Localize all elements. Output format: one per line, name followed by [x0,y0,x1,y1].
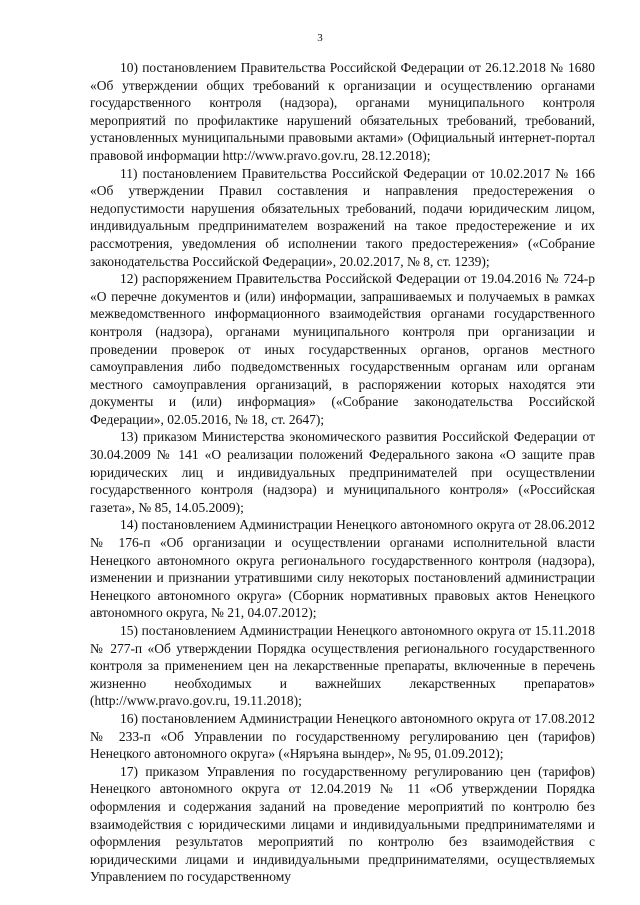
document-body [90,59,595,886]
list-item-15: 15) постановлением Администрации Ненецкого автономного округа от 15.11.2018 № 277-п «Об утверждении Порядка осуществления регионального государственного контроля за применением цен на лекарственные препараты, включенные в перечень жизненно необходимых и важнейших лекарственных препаратов» (http://www.pravo.gov.ru, 19.11.2018); [90,623,595,709]
list-item-11: 11) постановлением Правительства Российской Федерации от 10.02.2017 № 166 «Об утверждении Правил составления и направления предостережения о недопустимости нарушения обязательных требований, подачи юридическим лицом, индивидуальным предпринимателем возражений на такое предостережение и их рассмотрения, уведомления об исполнении такого предостережения» («Собрание законодательства Российской Федерации», 20.02.2017, № 8, ст. 1239); [90,165,595,269]
list-item-13: 13) приказом Министерства экономического развития Российской Федерации от 30.04.2009 № 141 «О реализации положений Федерального закона «О защите прав юридических лиц и индивидуальных предпринимателей при осуществлении государственного контроля (надзора) и муниципального контроля» («Российская газета», № 85, 14.05.2009); [90,429,595,515]
list-item-12: 12) распоряжением Правительства Российской Федерации от 19.04.2016 № 724-р «О перечне документов и (или) информации, запрашиваемых и получаемых в рамках межведомственного информационного взаимодействия органами государственного контроля (надзора), органами муниципального контроля при организации и проведении проверок от иных государственных органов, органов местного самоуправления либо подведомственных государственным органам или органам местного самоуправления организаций, в распоряжении которых находятся эти документы и (или) информация» («Собрание законодательства Российской Федерации», 02.05.2016, № 18, ст. 2647); [90,271,595,427]
list-item-14: 14) постановлением Администрации Ненецкого автономного округа от 28.06.2012 № 176-п «Об организации и осуществлении органами исполнительной власти Ненецкого автономного округа регионального государственного контроля (надзора), изменении и признании утратившими силу некоторых постановлений администрации Ненецкого автономного округа» (Сборник нормативных правовых актов Ненецкого автономного округа, № 21, 04.07.2012); [90,517,595,621]
list-item-17: 17) приказом Управления по государственному регулированию цен (тарифов) Ненецкого автономного округа от 12.04.2019 № 11 «Об утверждении Порядка оформления и содержания заданий на проведение мероприятий по контролю без взаимодействия с юридическими лицами и индивидуальными предпринимателями и оформления результатов мероприятий по контролю без взаимодействия с юридическими лицами и индивидуальными предпринимателями, осуществляемых Управлением по государственному [90,763,595,885]
list-item-10: 10) постановлением Правительства Российской Федерации от 26.12.2018 № 1680 «Об утверждении общих требований к организации и осуществлению органами государственного контроля (надзора), органами муниципального контроля мероприятий по профилактике нарушений обязательных требований, требований, установленных муниципальными правовыми актами» (Официальный интернет-портал правовой информации http://www.pravo.gov.ru, 28.12.2018); [90,60,595,163]
page-number: 3 [317,32,323,44]
list-item-16: 16) постановлением Администрации Ненецкого автономного округа от 17.08.2012 № 233-п «Об Управлении по государственному регулированию цен (тарифов) Ненецкого автономного округа» («Няръяна вындер», № 95, 01.09.2012); [90,710,595,762]
